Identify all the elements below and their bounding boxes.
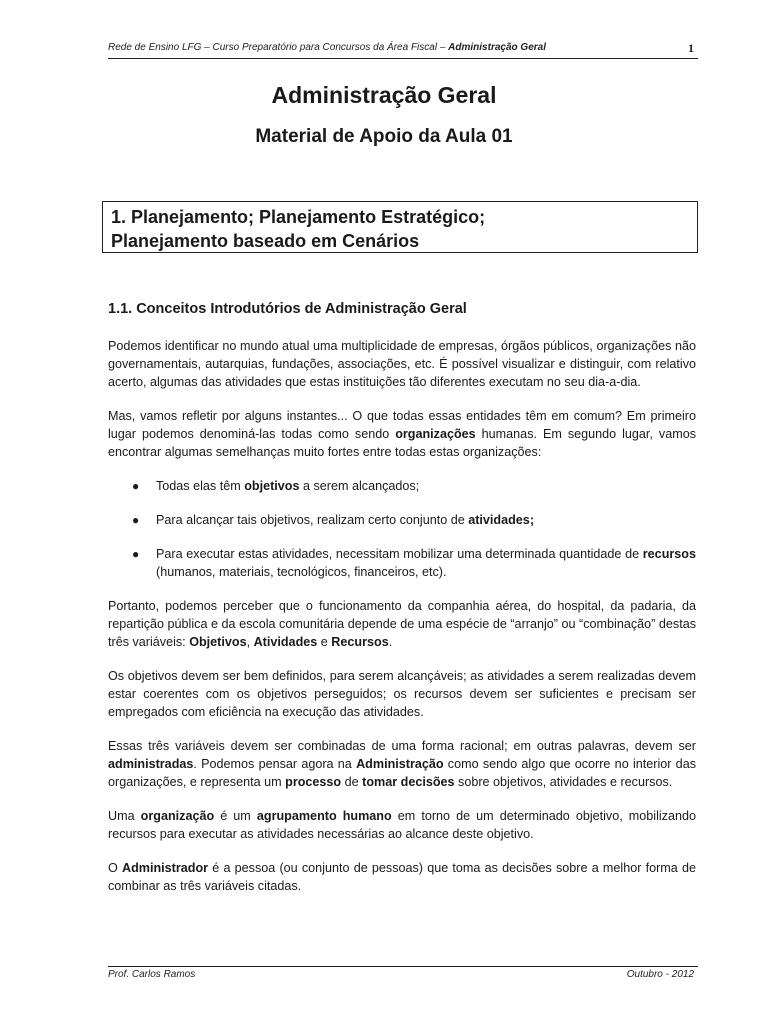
bullet-icon: ●: [132, 513, 140, 527]
paragraph-6: [108, 807, 696, 843]
text-run: é um: [214, 809, 257, 823]
footer-author: Prof. Carlos Ramos: [108, 969, 196, 980]
bullet-icon: ●: [132, 479, 140, 493]
page-header: [108, 42, 698, 59]
bold-term: administradas: [108, 757, 194, 771]
text-run: Portanto, podemos perceber que o funcionamento da companhia aérea, do hospital, da padaria, da repartição pública e da escola comunitária depende de uma espécie de “arranjo” ou “combinação” destas três variáveis:: [108, 599, 696, 649]
list-item: [108, 511, 696, 529]
text-run: sobre objetivos, atividades e recursos.: [454, 775, 673, 789]
text-run: ,: [246, 635, 254, 649]
text-run: é a pessoa (ou conjunto de pessoas) que toma as decisões sobre a melhor forma de combinar as três variáveis citadas.: [108, 861, 696, 893]
text-run: .: [388, 635, 393, 649]
main-content: [108, 301, 696, 911]
document-subtitle: Material de Apoio da Aula 01: [255, 126, 513, 147]
text-run: Uma: [108, 809, 141, 823]
text-run: Todas elas têm: [156, 479, 245, 493]
header-text: Rede de Ensino LFG – Curso Preparatório para Concursos da Área Fiscal –: [108, 42, 449, 53]
bold-term: objetivos: [244, 479, 300, 493]
section-title-box: [102, 201, 698, 253]
subsection-title: 1.1. Conceitos Introdutórios de Administração Geral: [108, 301, 467, 317]
text-run: O: [108, 861, 122, 875]
document-title: Administração Geral: [271, 82, 497, 108]
text-run: Para alcançar tais objetivos, realizam certo conjunto de: [156, 513, 469, 527]
bold-term: organizações: [395, 427, 476, 441]
footer-date: Outubro - 2012: [626, 969, 694, 980]
text-run: e: [317, 635, 332, 649]
bold-term: Recursos: [331, 635, 389, 649]
text-run: como sendo algo que ocorre no interior das organizações, e representa um: [108, 757, 696, 789]
section-title-line-1: 1. Planejamento; Planejamento Estratégico;: [111, 207, 486, 227]
bullet-icon: ●: [132, 547, 140, 561]
bold-term: agrupamento humano: [256, 809, 392, 823]
paragraph-4: Os objetivos devem ser bem definidos, para serem alcançáveis; as atividades a serem realizadas devem estar coerentes com os objetivos perseguidos; os recursos devem ser suficientes e precisam ser empregados com eficiência na execução das atividades.: [108, 669, 696, 719]
text-run: em torno de um determinado objetivo, mobilizando recursos para executar as atividades necessárias ao alcance deste objetivo.: [108, 809, 696, 841]
text-run: Essas três variáveis devem ser combinadas de uma forma racional; em outras palavras, devem ser: [108, 739, 696, 753]
text-run: . Podemos pensar agora na: [193, 757, 357, 771]
bold-term: Objetivos: [189, 635, 247, 649]
bullet-list: [108, 477, 696, 581]
bold-term: recursos: [642, 547, 696, 561]
text-run: humanas. Em segundo lugar, vamos encontrar algumas semelhanças muito fortes entre todas estas organizações:: [108, 427, 697, 459]
section-title-line-2: Planejamento baseado em Cenários: [111, 231, 420, 251]
header-course-name: Administração Geral: [448, 42, 546, 53]
bold-term: Administrador: [122, 861, 209, 875]
list-item: [108, 477, 696, 495]
paragraph-1: Podemos identificar no mundo atual uma multiplicidade de empresas, órgãos públicos, organizações não governamentais, autarquias, fundações, associações, etc. É possível visualizar e distinguir, com relativo acerto, algumas das atividades que estas instituições tão diferentes executam no seu dia-a-dia.: [108, 339, 696, 389]
paragraph-5: [108, 737, 696, 791]
text-run: a serem alcançados;: [299, 479, 420, 493]
text-run: de: [341, 775, 363, 789]
bold-term: processo: [285, 775, 342, 789]
text-run: Mas, vamos refletir por alguns instantes... O que todas essas entidades têm em comum? Em primeiro lugar podemos denominá-las todas como sendo: [108, 409, 696, 441]
bold-term: Atividades: [253, 635, 318, 649]
page-footer: [108, 966, 698, 983]
paragraph-2: [108, 407, 696, 461]
text-run: Para executar estas atividades, necessitam mobilizar uma determinada quantidade de: [156, 547, 643, 561]
bold-term: atividades;: [468, 513, 535, 527]
bold-term: Administração: [356, 757, 444, 771]
text-run: (humanos, materiais, tecnológicos, financeiros, etc).: [156, 565, 447, 579]
list-item: [108, 545, 696, 581]
paragraph-7: [108, 859, 696, 895]
paragraph-3: [108, 597, 696, 651]
bold-term: tomar decisões: [362, 775, 455, 789]
bold-term: organização: [140, 809, 215, 823]
page-number: 1: [688, 41, 694, 55]
